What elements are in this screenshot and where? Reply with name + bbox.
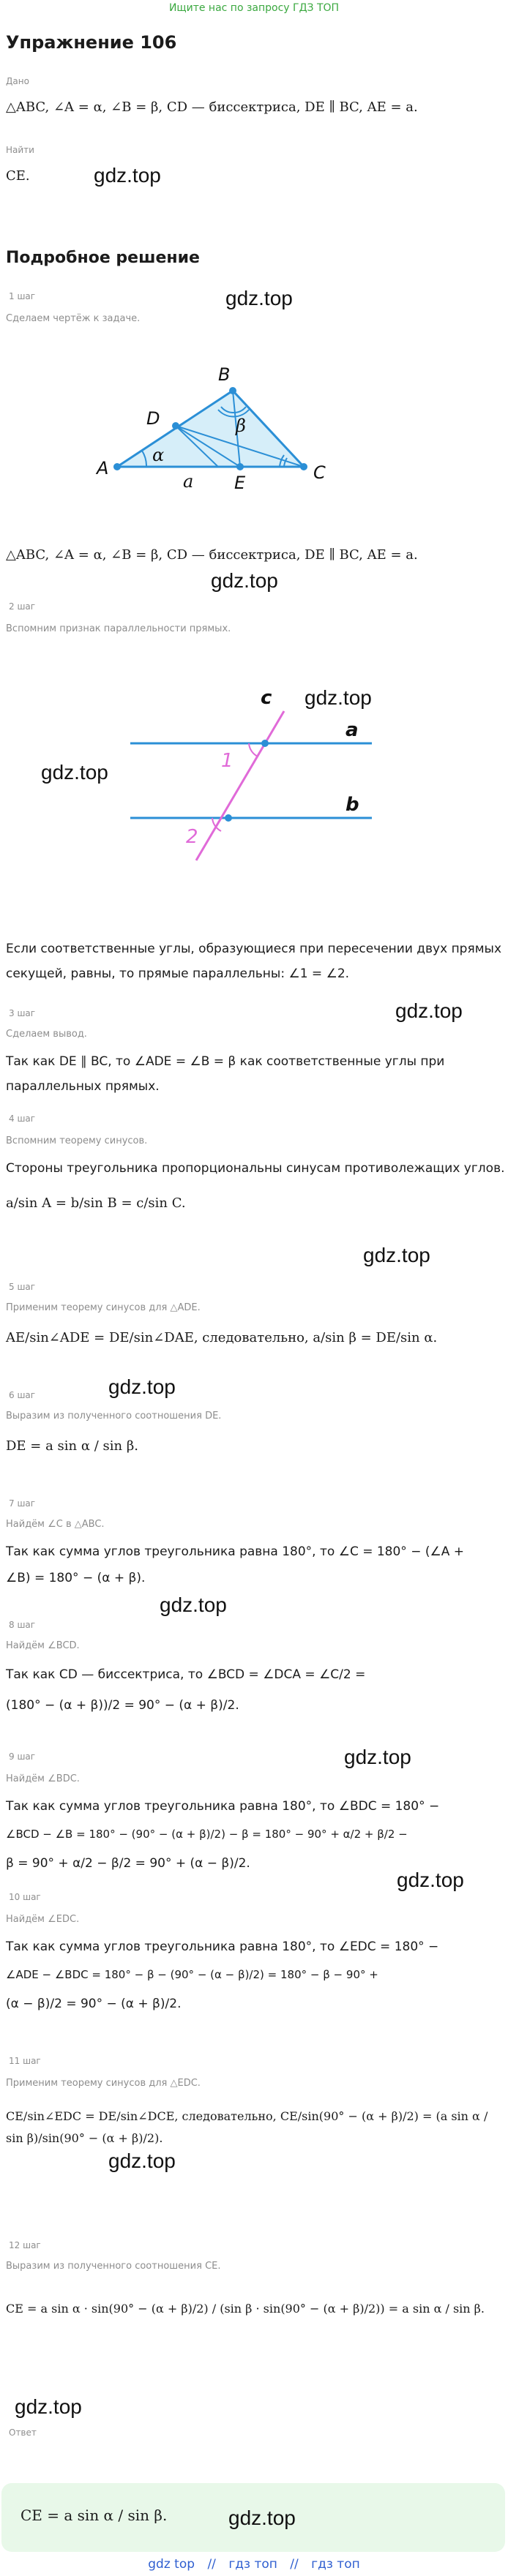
conclusion-line-2: параллельных прямых. (6, 1079, 160, 1094)
footer-separator: // (290, 2557, 299, 2572)
watermark: gdz.top (108, 2149, 176, 2172)
step-label: 7 шаг (9, 1498, 36, 1509)
step10-line-3: (α − β)/2 = 90° − (α + β)/2. (6, 1997, 182, 2011)
label-angle-1: 1 (221, 750, 234, 772)
step-text: Применим теорему синусов для △ADE. (6, 1302, 201, 1313)
point-e (236, 463, 244, 470)
conclusion-line-1: Так как DE ∥ BC, то ∠ADE = ∠B = β как соответственные углы при (6, 1054, 445, 1069)
parallel-rule-line-2: секущей, равны, то прямые параллельны: ∠1 = ∠2. (6, 966, 350, 981)
step-label: 9 шаг (9, 1751, 36, 1762)
step-text: Выразим из полученного соотношения CE. (6, 2261, 221, 2272)
point-c (300, 463, 307, 470)
step-label: 11 шаг (9, 2056, 41, 2066)
watermark: gdz.top (225, 287, 293, 309)
watermark: gdz.top (94, 164, 161, 187)
point-a (113, 463, 121, 470)
label-alpha: α (152, 445, 165, 465)
step-text: Применим теорему синусов для △EDC. (6, 2078, 201, 2089)
watermark: gdz.top (15, 2395, 82, 2418)
given-repeat: △ABC, ∠A = α, ∠B = β, CD — биссектриса, DE ∥ BC, AE = a. (6, 547, 418, 563)
label-side-a: a (183, 471, 194, 490)
watermark: gdz.top (160, 1593, 227, 1616)
step5-formula: AE/sin∠ADE = DE/sin∠DAE, следовательно, a/sin β = DE/sin α. (6, 1330, 438, 1345)
watermark: gdz.top (344, 1746, 411, 1768)
sine-law-statement: Стороны треугольника пропорциональны синусам противолежащих углов. (6, 1161, 505, 1176)
label-angle-2: 2 (186, 826, 198, 848)
exercise-title: Упражнение 106 (6, 32, 177, 53)
step-text: Найдём ∠C в △ABC. (6, 1519, 105, 1530)
step-text: Сделаем чертёж к задаче. (6, 313, 141, 324)
step8-line-1: Так как CD — биссектриса, то ∠BCD = ∠DCA = ∠C/2 = (6, 1667, 366, 1682)
answer-label: Ответ (9, 2427, 37, 2438)
top-banner: Ищите нас по запросу ГДЗ ТОП (168, 2, 340, 14)
step-label: 10 шаг (9, 1892, 41, 1902)
step-label: 5 шаг (9, 1282, 36, 1292)
step9-line-1: Так как сумма углов треугольника равна 180°, то ∠BDC = 180° − (6, 1799, 440, 1814)
watermark: gdz.top (397, 1869, 464, 1891)
answer-formula: CE = a sin α / sin β. (20, 2506, 168, 2524)
step-label: 6 шаг (9, 1390, 36, 1400)
watermark: gdz.top (211, 569, 278, 592)
watermark: gdz.top (305, 686, 372, 709)
label-line-b: b (345, 794, 359, 816)
label-c: C (313, 462, 326, 483)
watermark: gdz.top (41, 761, 108, 784)
step-label: 1 шаг (9, 291, 36, 301)
footer-separator: // (207, 2557, 216, 2572)
label-beta: β (236, 416, 246, 436)
step7-line-2: ∠B) = 180° − (α + β). (6, 1571, 146, 1585)
footer-link[interactable]: гдз топ (311, 2557, 360, 2572)
footer-link[interactable]: гдз топ (228, 2557, 277, 2572)
step-text: Найдём ∠BDC. (6, 1773, 80, 1784)
step-text: Вспомним теорему синусов. (6, 1135, 148, 1146)
step-label: 4 шаг (9, 1114, 36, 1124)
step9-line-2: ∠BCD − ∠B = 180° − (90° − (α + β)/2) − β = 180° − 90° + α/2 + β/2 − (6, 1828, 408, 1841)
given-label: Дано (6, 76, 29, 86)
step9-line-3: β = 90° + α/2 − β/2 = 90° + (α − β)/2. (6, 1856, 250, 1871)
step-text: Сделаем вывод. (6, 1029, 87, 1040)
watermark: gdz.top (395, 999, 463, 1022)
step7-line-1: Так как сумма углов треугольника равна 180°, то ∠C = 180° − (∠A + (6, 1544, 465, 1559)
point-d (172, 422, 179, 429)
step10-line-1: Так как сумма углов треугольника равна 180°, то ∠EDC = 180° − (6, 1939, 439, 1954)
label-b: B (218, 364, 231, 385)
step12-formula: CE = a sin α · sin(90° − (α + β)/2) / (sin β · sin(90° − (α + β)/2)) = a sin α / sin β. (6, 2302, 485, 2316)
step6-formula: DE = a sin α / sin β. (6, 1438, 138, 1454)
parallel-rule-line-1: Если соответственные углы, образующиеся при пересечении двух прямых (6, 942, 502, 956)
label-a: A (97, 458, 109, 478)
step-text: Найдём ∠BCD. (6, 1640, 80, 1651)
triangle-figure (95, 358, 344, 490)
label-e: E (234, 473, 246, 490)
step-text: Найдём ∠EDC. (6, 1914, 80, 1925)
label-line-c: c (261, 687, 272, 709)
step-label: 12 шаг (9, 2240, 41, 2250)
find-text: CE. (6, 168, 30, 184)
given-text: △ABC, ∠A = α, ∠B = β, CD — биссектриса, DE ∥ BC, AE = a. (6, 99, 418, 115)
point-b (229, 387, 236, 394)
watermark: gdz.top (108, 1375, 176, 1398)
footer-links (0, 2557, 508, 2572)
step-text: Вспомним признак параллельности прямых. (6, 623, 231, 634)
step8-line-2: (180° − (α + β))/2 = 90° − (α + β)/2. (6, 1698, 239, 1713)
sine-law-formula: a/sin A = b/sin B = c/sin C. (6, 1195, 186, 1211)
footer-link[interactable]: gdz top (148, 2557, 195, 2572)
step-text: Выразим из полученного соотношения DE. (6, 1411, 222, 1422)
step11-formula: CE/sin∠EDC = DE/sin∠DCE, следовательно, CE/sin(90° − (α + β)/2) = (a sin α / sin β)/sin(90° − (α + β)/2). (6, 2109, 488, 2145)
label-d: D (146, 408, 160, 429)
label-line-a: a (345, 719, 359, 741)
step-label: 8 шаг (9, 1620, 36, 1630)
watermark: gdz.top (363, 1244, 430, 1266)
line-c (196, 711, 284, 860)
detailed-solution-heading: Подробное решение (6, 249, 200, 267)
find-label: Найти (6, 145, 34, 155)
step-label: 2 шаг (9, 601, 36, 612)
watermark: gdz.top (228, 2506, 296, 2529)
step10-line-2: ∠ADE − ∠BDC = 180° − β − (90° − (α − β)/2) = 180° − β − 90° + (6, 1968, 378, 1981)
step-label: 3 шаг (9, 1008, 36, 1018)
